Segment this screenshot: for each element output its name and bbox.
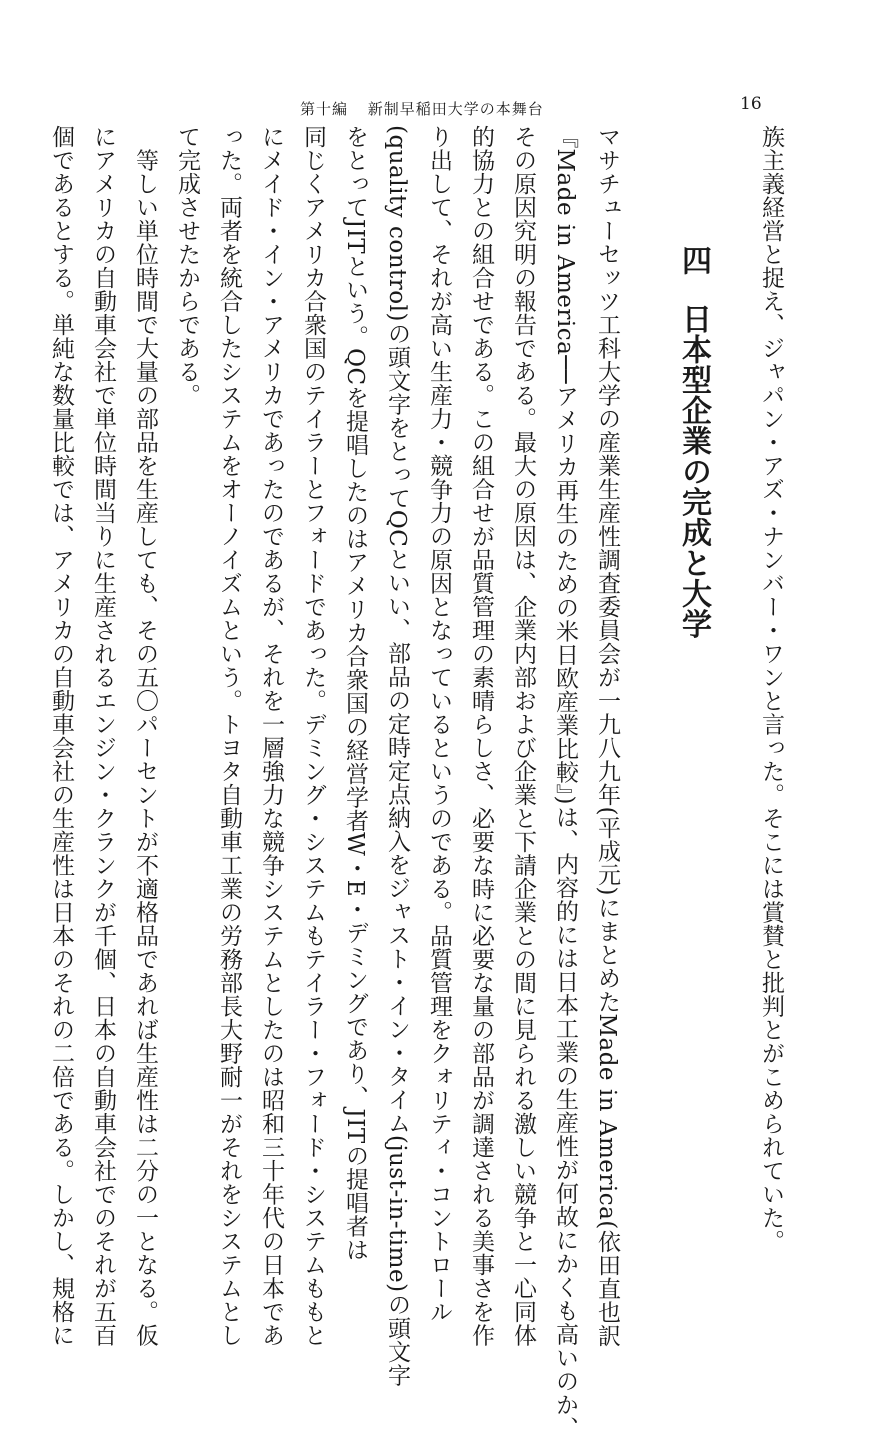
text-column: (quality control)の頭文字をとってQCといい、部品の定時定点納入をジャスト・イン・タイム(just-in-time)の頭文字 (384, 125, 410, 1387)
text-column: 的協力との組合せである。この組合せが品質管理の素晴らしさ、必要な時に必要な量の部品が調達される美事さを作 (468, 125, 494, 1347)
body-text (48, 125, 792, 1440)
text-column: て完成させたからである。 (174, 125, 200, 407)
text-column: 等しい単位時間で大量の部品を生産しても、その五〇パーセントが不適格品であれば生産性は二分の一となる。仮 (132, 125, 158, 1347)
text-column: にアメリカの自動車会社で単位時間当りに生産されるエンジン・クランクが千個、日本の自動車会社でのそれが五百 (90, 125, 116, 1347)
text-column: をとってJITという。QCを提唱したのはアメリカ合衆国の経営学者W・E・デミングであり、JITの提唱者は (342, 125, 368, 1262)
text-column: その原因究明の報告である。最大の原因は、企業内部および企業と下請企業との間に見られる激しい競争と一心同体 (510, 125, 536, 1347)
running-head-title: 新制早稲田大学の本舞台 (367, 100, 544, 118)
page-number: 16 (740, 94, 762, 114)
section-title: 日本型企業の完成と大学 (676, 303, 711, 639)
text-column: にメイド・イン・アメリカであったのであるが、それを一層強力な競争システムとしたのは昭和三十年代の日本であ (258, 125, 284, 1347)
running-head-part: 第十編 (300, 100, 349, 118)
text-column: マサチューセッツ工科大学の産業生産性調査委員会が一九八九年(平成元)にまとめたMade in America(依田直也訳 (594, 125, 620, 1348)
text-column: 族主義経営と捉え、ジャパン・アズ・ナンバー・ワンと言った。そこには賞賛と批判とがこめられていた。 (758, 125, 784, 1253)
section-heading (672, 125, 714, 1185)
text-column: り出して、それが高い生産力・競争力の原因となっているというのである。品質管理をクォリティ・コントロール (426, 125, 452, 1324)
text-column: 同じくアメリカ合衆国のテイラーとフォードであった。デミング・システムもテイラー・フォード・システムももと (300, 125, 326, 1347)
text-column: 『Made in America──アメリカ再生のための米日欧産業比較』)は、内容的には日本工業の生産性が何故にかくも高いのか、 (552, 125, 578, 1440)
running-head (300, 98, 660, 119)
text-column: 個であるとする。単純な数量比較では、アメリカの自動車会社の生産性は日本のそれの二倍である。しかし、規格に (48, 125, 74, 1347)
text-column: った。両者を統合したシステムをオーノイズムという。トヨタ自動車工業の労務部長大野耐一がそれをシステムとし (216, 125, 242, 1347)
section-number: 四 (676, 245, 711, 276)
